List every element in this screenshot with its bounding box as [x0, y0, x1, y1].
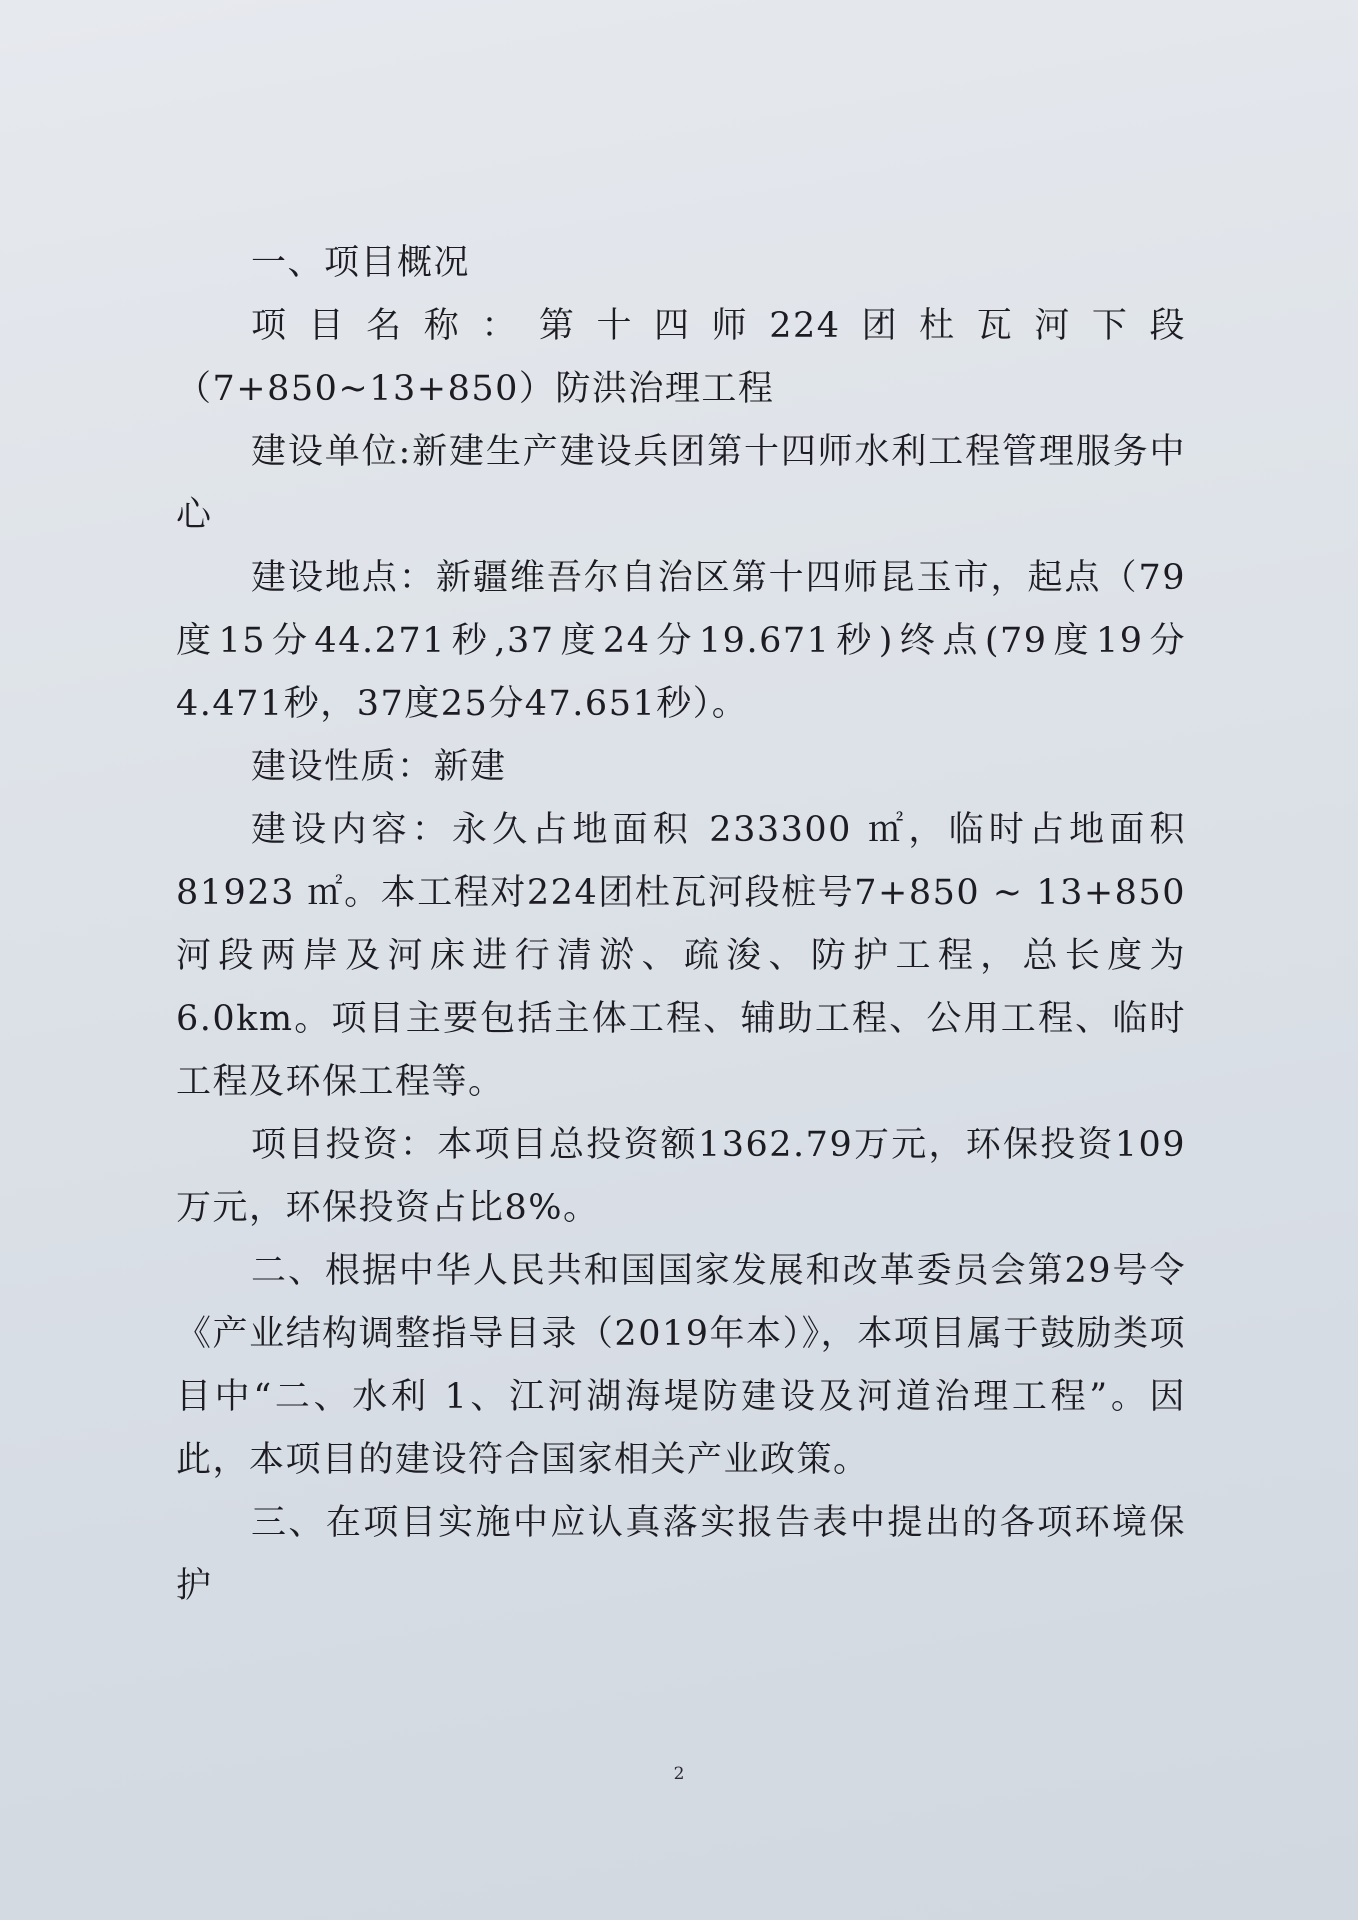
- section-heading-project-overview: 一、项目概况: [251, 243, 471, 283]
- construction-unit-paragraph: 建设单位:新建生产建设兵团第十四师水利工程管理服务中心: [176, 432, 1186, 535]
- construction-nature-paragraph: 建设性质：新建: [251, 747, 507, 787]
- document-body: [176, 232, 1186, 1618]
- project-investment-paragraph: 项目投资：本项目总投资额1362.79万元，环保投资109万元，环保投资占比8%。: [176, 1125, 1186, 1228]
- construction-location-paragraph: 建设地点：新疆维吾尔自治区第十四师昆玉市，起点（79度15分44.271秒,37度24分19.671秒)终点(79度19分4.471秒，37度25分47.651秒）。: [176, 558, 1186, 724]
- environmental-protection-paragraph: 三、在项目实施中应认真落实报告表中提出的各项环境保护: [176, 1503, 1186, 1606]
- construction-content-paragraph: 建设内容：永久占地面积 233300 ㎡，临时占地面积 81923 ㎡。本工程对224团杜瓦河段桩号7+850 ~ 13+850河段两岸及河床进行清淤、疏浚、防护工程，总长度为6.0km。项目主要包括主体工程、辅助工程、公用工程、临时工程及环保工程等。: [176, 810, 1186, 1102]
- page-number: 2: [673, 1764, 685, 1784]
- industrial-policy-paragraph: 二、根据中华人民共和国国家发展和改革委员会第29号令《产业结构调整指导目录（2019年本）》，本项目属于鼓励类项目中“二、水利 1、江河湖海堤防建设及河道治理工程”。因此，本项目的建设符合国家相关产业政策。: [176, 1251, 1186, 1480]
- project-name-paragraph: 项目名称：第十四师224团杜瓦河下段（7+850~13+850）防洪治理工程: [176, 306, 1186, 409]
